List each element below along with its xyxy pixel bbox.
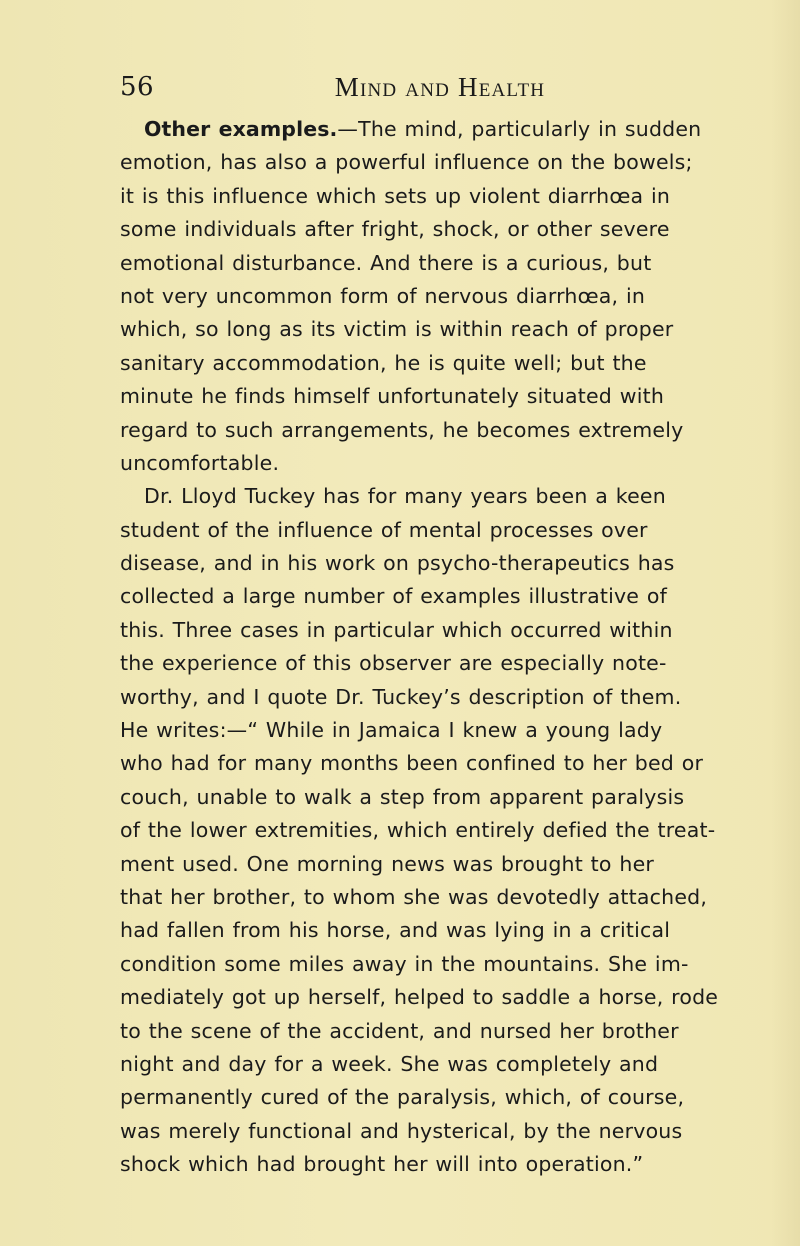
text-line: the experience of this observer are especially note- — [120, 651, 667, 676]
text-line: it is this influence which sets up violent diarrhœa in — [120, 183, 671, 208]
line-text: —The mind, particularly in sudden — [337, 117, 702, 141]
running-title: Mind and Health — [334, 72, 546, 102]
text-line: couch, unable to walk a step from apparent paralysis — [120, 784, 685, 809]
page-header — [120, 69, 760, 109]
text-line: to the scene of the accident, and nursed her brother — [120, 1018, 679, 1043]
text-line: had fallen from his horse, and was lying in a critical — [120, 918, 671, 943]
text-line: emotional disturbance. And there is a curious, but — [120, 250, 652, 275]
page-edge-shading — [770, 0, 800, 1246]
text-line: regard to such arrangements, he becomes extremely — [120, 417, 684, 442]
text-line: uncomfortable. — [120, 450, 280, 475]
text-line: shock which had brought her will into operation.” — [120, 1152, 644, 1177]
text-line: ment used. One morning news was brought to her — [120, 851, 655, 876]
text-line: collected a large number of examples illustrative of — [120, 584, 667, 609]
text-line: condition some miles away in the mountains. She im- — [120, 951, 689, 976]
text-line: minute he finds himself unfortunately situated with — [120, 384, 665, 409]
text-line: student of the influence of mental processes over — [120, 517, 648, 542]
section-lead-in: Other examples. — [144, 117, 338, 141]
text-line: sanitary accommodation, he is quite well; but the — [120, 350, 647, 375]
text-line: this. Three cases in particular which occurred within — [120, 617, 673, 642]
text-line: which, so long as its victim is within reach of proper — [120, 317, 674, 342]
body-text — [120, 113, 760, 1182]
text-line: some individuals after fright, shock, or other severe — [120, 217, 670, 242]
text-line: permanently cured of the paralysis, which, of course, — [120, 1085, 685, 1110]
text-line: Dr. Lloyd Tuckey has for many years been a keen — [144, 484, 666, 509]
text-line: of the lower extremities, which entirely defied the treat- — [120, 818, 716, 843]
text-line: was merely functional and hysterical, by the nervous — [120, 1118, 683, 1143]
text-line: worthy, and I quote Dr. Tuckey’s description of them. — [120, 684, 682, 709]
text-line: night and day for a week. She was completely and — [120, 1051, 659, 1076]
text-line: He writes:—“ While in Jamaica I knew a young lady — [120, 718, 663, 743]
text-line: that her brother, to whom she was devotedly attached, — [120, 884, 708, 909]
text-line: not very uncommon form of nervous diarrhœa, in — [120, 283, 646, 308]
text-line — [120, 113, 760, 146]
text-line: emotion, has also a powerful influence on the bowels; — [120, 150, 693, 175]
text-line: mediately got up herself, helped to saddle a horse, rode — [120, 985, 719, 1010]
text-line: disease, and in his work on psycho-therapeutics has — [120, 551, 675, 576]
text-line: who had for many months been confined to her bed or — [120, 751, 704, 776]
page-number: 56 — [120, 72, 155, 102]
